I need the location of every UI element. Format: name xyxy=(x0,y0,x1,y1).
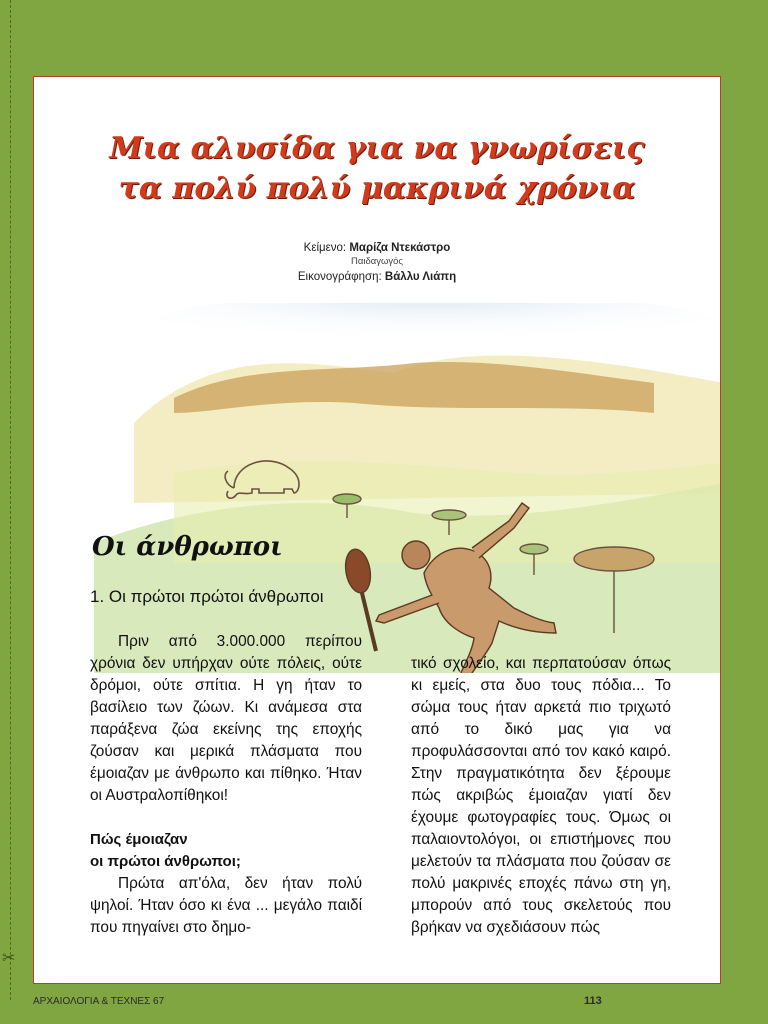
column-right xyxy=(411,653,671,939)
article-title xyxy=(34,129,720,209)
cut-guide-line xyxy=(10,0,11,1000)
illustrator-name: Βάλλυ Λιάπη xyxy=(384,271,457,283)
paragraph-intro: Πριν από 3.000.000 περίπου χρόνια δεν υπήρχαν ούτε πόλεις, ούτε δρόμοι, ούτε σπίτια. Η γη ήταν το βασίλειο των ζώων. Κι ανάμεσα στα παράξενα ζώα εκείνης της εποχής ζούσαν και μερικά πλάσματα που έμοιαζαν με άνθρωπο και πίθηκο. Ήταν οι Αυστραλοπίθηκοι! xyxy=(90,633,362,804)
column-left xyxy=(90,631,362,939)
subheading-line-1: Πώς έμοιαζαν xyxy=(90,831,188,848)
page-number: 113 xyxy=(584,995,602,1007)
paragraph-continued: τικό σχολείο, και περπατούσαν όπως κι εμείς, στα δυο τους πόδια... Το σώμα τους ήταν αρκετά πιο τριχωτό από το δικό μας για να προφυλάσσονται από τον κακό καιρό. Στην πραγματικότητα δεν ξέρουμε πώς ακριβώς έμοιαζαν γιατί δεν έχουμε φωτογραφίες τους. Όμως οι παλαιοντολόγοι, οι επιστήμονες που μελετούν τα πλάσματα που ζούσαν σε πολύ μακρινές εποχές πάνω στη γη, μπορούν από τους σκελετούς που βρήκαν να σχεδιάσουν πώς xyxy=(411,655,671,936)
credits xyxy=(34,241,720,285)
subheading-line-2: οι πρώτοι άνθρωποι; xyxy=(90,853,241,870)
scissors-icon: ✂ xyxy=(2,948,16,967)
author-credit xyxy=(34,241,720,267)
illustration-label: Εικονογράφηση: xyxy=(297,271,382,283)
section-title: Οι άνθρωποι xyxy=(92,532,283,562)
article-page xyxy=(33,76,721,984)
author-name: Μαρίζα Ντεκάστρο xyxy=(349,242,451,254)
magazine-name: ΑΡΧΑΙΟΛΟΓΙΑ & ΤΕΧΝΕΣ 67 xyxy=(33,996,165,1007)
text-label: Κείμενο: xyxy=(303,242,347,254)
author-role: Παιδαγωγός xyxy=(350,256,404,267)
illustrator-credit xyxy=(34,270,720,285)
paragraph-appearance: Πρώτα απ'όλα, δεν ήταν πολύ ψηλοί. Ήταν όσο κι ένα ... μεγάλο παιδί που πηγαίνει στο δημο- xyxy=(90,875,362,936)
title-line-1: Μια αλυσίδα για να γνωρίσεις xyxy=(109,131,645,166)
hominid-illustration xyxy=(94,303,721,673)
subheading xyxy=(90,829,362,873)
subsection-title: 1. Οι πρώτοι πρώτοι άνθρωποι xyxy=(90,587,324,606)
title-line-2: τα πολύ πολύ μακρινά χρόνια xyxy=(118,171,636,206)
